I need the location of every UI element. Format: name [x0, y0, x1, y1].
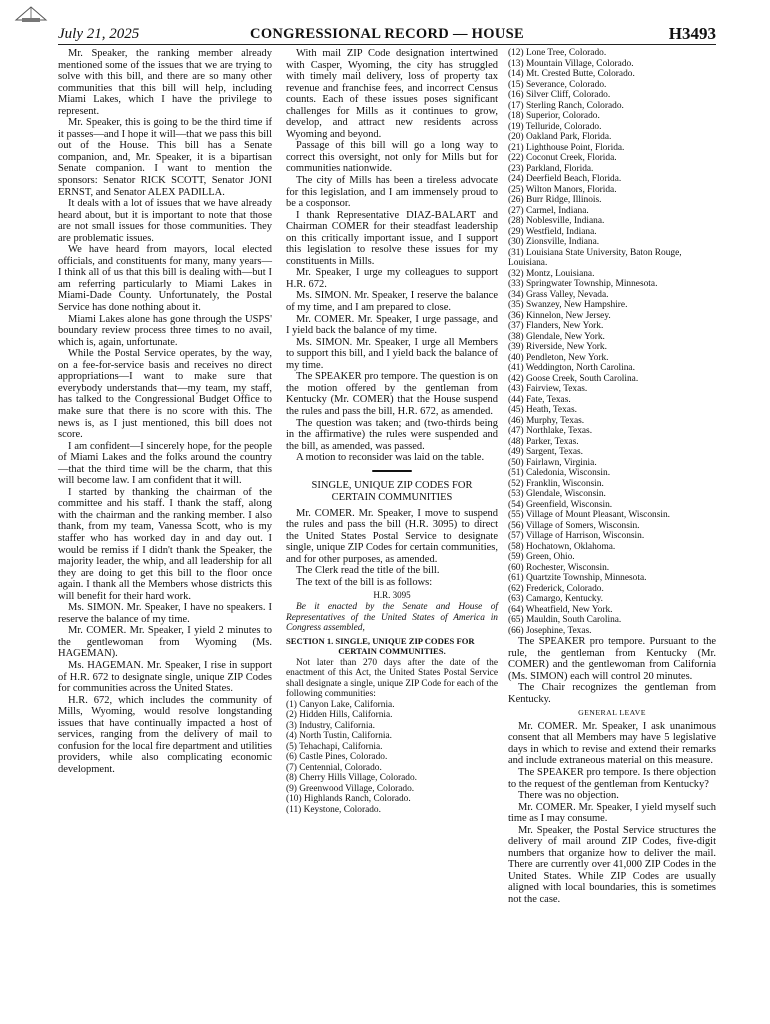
paragraph: Mr. Speaker, this is going to be the third time if it passes—and I hope it will—that we pass this bill out of the House. This bill has a Senate companion, and, Mr. Speaker, it is a bipartisan Senate companion. I want to mention the sponsors: Senator RICK SCOTT, Senator JONI ERNST, and Senator ALEX PADILLA.: [58, 117, 272, 198]
list-item: (34) Grass Valley, Nevada.: [508, 289, 609, 300]
paragraph: I started by thanking the chairman of the committee and his staff. I thank the staff, along with the chairman and the ranking member. I also thank, from my team, Vanessa Scott, who is my staffer who has worked day in and day out. I would be remiss if I didn't thank the Speaker, the majority leader, the whip, and all leadership for all they are doing to get this bill to the floor once again. I thank all the Members whose districts this will benefit for their hard work.: [58, 486, 272, 602]
general-leave-heading: GENERAL LEAVE: [578, 708, 646, 718]
list-item: (59) Green, Ohio.: [508, 552, 575, 562]
section-heading: [286, 636, 498, 656]
list-item: (55) Village of Mount Pleasant, Wisconsin.: [508, 510, 670, 520]
list-item: (37) Flanders, New York.: [508, 321, 604, 331]
section-divider: [372, 470, 412, 472]
list-item: (30) Zionsville, Indiana.: [508, 237, 600, 247]
list-item: (50) Fairlawn, Virginia.: [508, 457, 597, 468]
section-heading-line: CERTAIN COMMUNITIES.: [338, 645, 446, 656]
section-heading-line: SECTION 1. SINGLE, UNIQUE ZIP CODES FOR: [286, 635, 475, 646]
paragraph: The SPEAKER pro tempore. Is there objection to the request of the gentleman from Kentucky?: [508, 767, 716, 790]
list-item: (49) Sargent, Texas.: [508, 447, 584, 457]
column-2: [286, 48, 498, 815]
column-3: [508, 48, 716, 906]
paragraph: It deals with a lot of issues that we have already heard about, but it is important to note that those are not small issues for those communities. They are problematic issues.: [58, 198, 272, 244]
list-item: (38) Glendale, New York.: [508, 331, 605, 342]
list-item: (57) Village of Harrison, Wisconsin.: [508, 531, 645, 541]
paragraph: The SPEAKER pro tempore. Pursuant to the rule, the gentleman from Kentucky (Mr. COMER) and the gentlewoman from California (Ms. SIMON) each will control 20 minutes.: [508, 636, 716, 682]
paragraph: The SPEAKER pro tempore. The question is on the motion offered by the gentleman from Kentucky (Mr. COMER) that the House suspend the rules and pass the bill, H.R. 672, as amended.: [286, 371, 498, 417]
list-item: (23) Parkland, Florida.: [508, 163, 594, 174]
list-item: (62) Frederick, Colorado.: [508, 583, 604, 594]
paragraph: While the Postal Service operates, by the way, on a fee-for-service basis and receives no direct appropriations—I want to make sure that everybody understands that—my team, my staff, has talked to the Congressional Budget Office to make sure that there is no score with this. The news is, as I just mentioned, this bill does not score.: [58, 348, 272, 441]
paragraph: The question was taken; and (two-thirds being in the affirmative) the rules were suspended and the bill, as amended, was passed.: [286, 417, 498, 452]
list-item: (3) Industry, California.: [286, 720, 375, 731]
list-item: (43) Fairview, Texas.: [508, 384, 588, 394]
list-item: (61) Quartzite Township, Minnesota.: [508, 573, 647, 583]
paragraph: Mr. COMER. Mr. Speaker, I ask unanimous consent that all Members may have 5 legislative days in which to revise and extend their remarks and include extraneous material on this measure.: [508, 720, 716, 767]
header-page-number: H3493: [668, 24, 716, 43]
paragraph: Ms. SIMON. Mr. Speaker, I reserve the balance of my time, and I am prepared to close.: [286, 290, 498, 314]
paragraph: I am confident—I sincerely hope, for the people of Miami Lakes and the folks around the country—that the third time will be the charm, that this will become law. I am confident that it will.: [58, 440, 272, 487]
column-1: [58, 48, 272, 775]
community-list: [508, 48, 716, 636]
paragraph: The Clerk read the title of the bill.: [296, 565, 440, 577]
list-item: (65) Mauldin, South Carolina.: [508, 615, 622, 625]
paragraph: Mr. Speaker, I urge my colleagues to support H.R. 672.: [286, 267, 498, 290]
list-item: (53) Glendale, Wisconsin.: [508, 489, 606, 499]
paragraph: Mr. Speaker, the Postal Service structures the delivery of mail around ZIP Codes, five-digit numbers that organize how to deliver the mail. There are currently over 41,000 ZIP Codes in the United States. While ZIP Codes are usually aligned with local boundaries, this is sometimes not the case.: [508, 824, 716, 906]
paragraph: Mr. Speaker, the ranking member already mentioned some of the issues that we are trying to solve with this bill, and there are so many other communities that this bill will help, including Miami Lakes, which I have the privilege to represent.: [58, 48, 272, 117]
list-item: (32) Montz, Louisiana.: [508, 268, 595, 279]
page-header: [58, 24, 716, 46]
bill-text: Not later than 270 days after the date of the enactment of this Act, the United States Postal Service shall designate a single, unique ZIP Code for each of the following communities:: [286, 657, 498, 700]
list-item: (64) Wheatfield, New York.: [508, 604, 613, 615]
list-item: (28) Noblesville, Indiana.: [508, 216, 605, 226]
list-item: (4) North Tustin, California.: [286, 731, 392, 742]
list-item: (12) Lone Tree, Colorado.: [508, 48, 607, 58]
list-item: (40) Pendleton, New York.: [508, 352, 609, 363]
list-item: (21) Lighthouse Point, Florida.: [508, 142, 625, 153]
paragraph: Mr. COMER. Mr. Speaker, I yield myself such time as I may consume.: [508, 801, 716, 825]
paragraph: The Chair recognizes the gentleman from Kentucky.: [508, 682, 716, 705]
list-item: (47) Northlake, Texas.: [508, 426, 593, 436]
list-item: (46) Murphy, Texas.: [508, 415, 585, 426]
list-item: (20) Oakland Park, Florida.: [508, 132, 612, 142]
list-item: (26) Burr Ridge, Illinois.: [508, 195, 602, 205]
paragraph: We have heard from mayors, local elected officials, and constituents for many, many years—I think all of us that this bill is dealing with—but I am referring particularly to Miami Lakes in Miami-Dade County. Unfortunately, the Postal Service has done nothing about it.: [58, 244, 272, 314]
congressional-seal-icon: [14, 4, 48, 24]
list-item: (54) Greenfield, Wisconsin.: [508, 499, 613, 510]
list-item: (29) Westfield, Indiana.: [508, 226, 597, 237]
list-item: (18) Superior, Colorado.: [508, 111, 600, 121]
list-item: (25) Wilton Manors, Florida.: [508, 184, 617, 195]
paragraph: There was no objection.: [518, 790, 619, 802]
list-item: (58) Hochatown, Oklahoma.: [508, 541, 616, 552]
paragraph: Ms. SIMON. Mr. Speaker, I urge all Members to support this bill, and I yield back the balance of my time.: [286, 336, 498, 371]
list-item: (63) Camargo, Kentucky.: [508, 594, 604, 604]
section-title: [286, 480, 498, 504]
paragraph: Passage of this bill will go a long way to correct this oversight, not only for Mills but for communities nationwide.: [286, 140, 498, 175]
paragraph: With mail ZIP Code designation intertwined with Casper, Wyoming, the city has struggled with timely mail delivery, loss of property tax revenue and franchise fees, and incorrect Census counts. Each of these issues poses significant challenges for Mills as it continues to grow, develop, and attract new residents across Wyoming and beyond.: [286, 48, 498, 140]
list-item: (27) Carmel, Indiana.: [508, 205, 589, 216]
paragraph: The text of the bill is as follows:: [296, 576, 433, 588]
paragraph: Miami Lakes alone has gone through the USPS' boundary review process three times to no avail, which is, again, unfortunate.: [58, 313, 272, 348]
section-title-line: CERTAIN COMMUNITIES: [331, 491, 453, 503]
list-item: (41) Weddington, North Carolina.: [508, 363, 635, 373]
list-item: (1) Canyon Lake, California.: [286, 699, 395, 710]
paragraph: Ms. HAGEMAN. Mr. Speaker, I rise in support of H.R. 672 to designate single, unique ZIP Codes for communities across the United States.: [58, 659, 272, 695]
list-item: (10) Highlands Ranch, Colorado.: [286, 794, 411, 805]
list-item: (5) Tehachapi, California.: [286, 741, 383, 752]
list-item: (52) Franklin, Wisconsin.: [508, 478, 604, 489]
paragraph: A motion to reconsider was laid on the table.: [296, 452, 485, 464]
list-item: (56) Village of Somers, Wisconsin.: [508, 520, 640, 531]
list-item: (19) Telluride, Colorado.: [508, 121, 602, 132]
community-list: [286, 700, 498, 816]
header-rule: [58, 44, 716, 45]
paragraph: Ms. SIMON. Mr. Speaker, I have no speakers. I reserve the balance of my time.: [58, 602, 272, 625]
list-item: (9) Greenwood Village, Colorado.: [286, 783, 415, 794]
list-item: (17) Sterling Ranch, Colorado.: [508, 100, 624, 111]
list-item: (44) Fate, Texas.: [508, 394, 571, 405]
list-item: (22) Coconut Creek, Florida.: [508, 153, 617, 163]
list-item: (31) Louisiana State University, Baton Rouge, Louisiana.: [508, 247, 682, 268]
header-date: July 21, 2025: [58, 26, 140, 42]
list-item: (33) Springwater Township, Minnesota.: [508, 279, 658, 289]
list-item: (13) Mountain Village, Colorado.: [508, 58, 634, 69]
list-item: (66) Josephine, Texas.: [508, 625, 592, 636]
list-item: (36) Kinnelon, New Jersey.: [508, 310, 611, 321]
paragraph: I thank Representative DIAZ-BALART and Chairman COMER for their steadfast leadership on this critically important issue, and I support this legislation to resolve these issues for my constituents in Mills.: [286, 209, 498, 267]
paragraph: Mr. COMER. Mr. Speaker, I move to suspend the rules and pass the bill (H.R. 3095) to direct the United States Postal Service to designate single, unique ZIP Codes for certain communities, and for other purposes, as amended.: [286, 507, 498, 565]
list-item: (11) Keystone, Colorado.: [286, 804, 381, 815]
list-item: (15) Severance, Colorado.: [508, 79, 607, 90]
paragraph: Mr. COMER. Mr. Speaker, I urge passage, and I yield back the balance of my time.: [286, 313, 498, 337]
paragraph: Mr. COMER. Mr. Speaker, I yield 2 minutes to the gentlewoman from Wyoming (Ms. HAGEMAN).: [58, 625, 272, 660]
list-item: (8) Cherry Hills Village, Colorado.: [286, 773, 418, 784]
list-item: (48) Parker, Texas.: [508, 436, 579, 447]
section-title-line: SINGLE, UNIQUE ZIP CODES FOR: [311, 479, 473, 491]
list-item: (7) Centennial, Colorado.: [286, 762, 382, 773]
paragraph: The city of Mills has been a tireless advocate for this legislation, and I am immensely proud to be a cosponsor.: [286, 175, 498, 210]
list-item: (42) Goose Creek, South Carolina.: [508, 373, 639, 384]
list-item: (16) Silver Cliff, Colorado.: [508, 90, 611, 100]
bill-number: H.R. 3095: [373, 589, 411, 600]
enacting-clause: Be it enacted by the Senate and House of Representatives of the United States of America in Congress assembled,: [286, 602, 498, 634]
paragraph: H.R. 672, which includes the community of Mills, Wyoming, would resolve longstanding issues that have continually impacted a host of services, ranging from the delivery of mail to confusion for the local fire department and utilities providers, while also complicating economic development.: [58, 694, 272, 775]
list-item: (6) Castle Pines, Colorado.: [286, 752, 388, 763]
list-item: (39) Riverside, New York.: [508, 342, 607, 352]
list-item: (60) Rochester, Wisconsin.: [508, 562, 610, 573]
list-item: (24) Deerfield Beach, Florida.: [508, 174, 622, 184]
list-item: (2) Hidden Hills, California.: [286, 710, 393, 721]
list-item: (51) Caledonia, Wisconsin.: [508, 468, 611, 478]
list-item: (35) Swanzey, New Hampshire.: [508, 300, 628, 310]
header-title: CONGRESSIONAL RECORD — HOUSE: [250, 26, 524, 42]
list-item: (45) Heath, Texas.: [508, 405, 577, 415]
list-item: (14) Mt. Crested Butte, Colorado.: [508, 69, 635, 79]
